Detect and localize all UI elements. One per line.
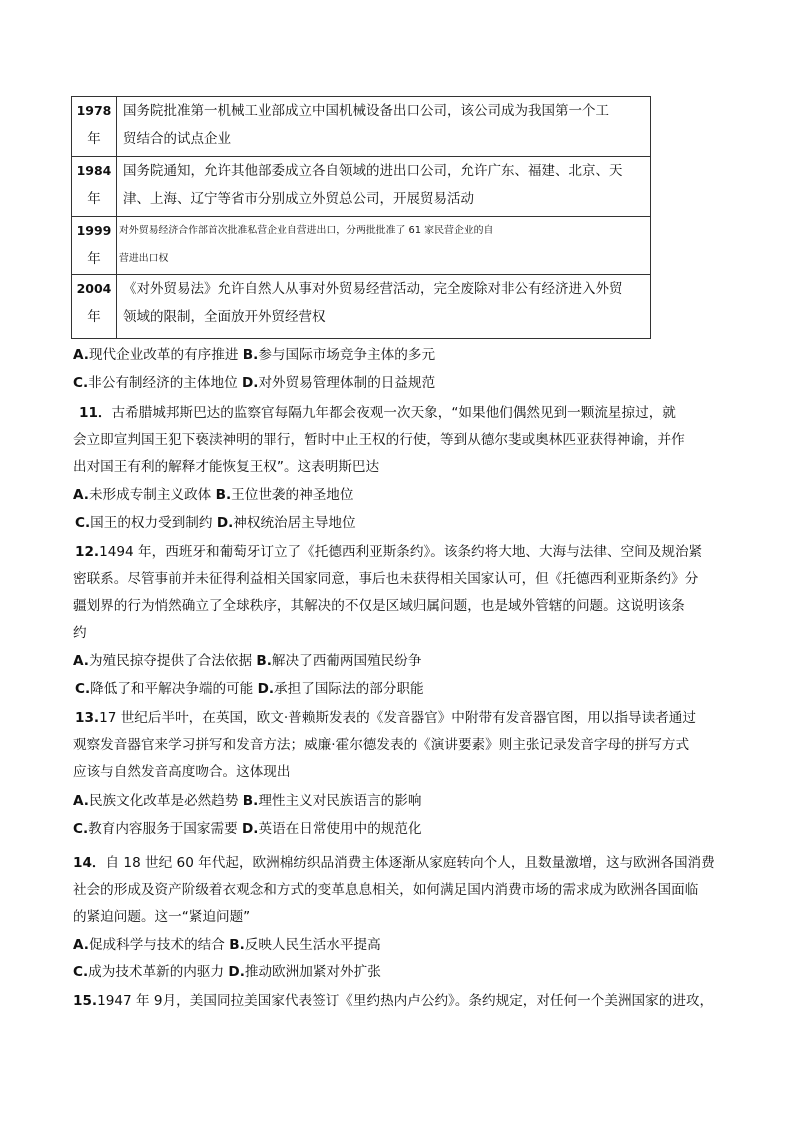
history-events-table [71,96,651,339]
question-14-line [73,907,250,927]
question-text: 社会的形成及资产阶级着衣观念和方式的变革息息相关，如何满足国内消费市场的需求成为欧洲各国面临 [73,882,699,898]
question-12-line [73,569,698,589]
question-13-line [75,708,696,728]
question-number: 13. [75,710,100,726]
year-cell [72,217,117,275]
question-12-line [75,542,702,562]
option-text: 英语在日常使用中的规范化 [258,821,422,837]
question-11-line [79,403,676,423]
option-letter: B. [229,937,245,953]
event-description [117,157,651,217]
description-line: 领域的限制，全面放开外贸经营权 [123,309,326,325]
question-number: 14． [73,855,106,871]
option-text: 现代企业改革的有序推进 [88,347,239,363]
answer-options-row [73,485,353,505]
option-letter: B. [256,653,272,669]
option-letter: C. [73,821,89,837]
option-text: 推动欧洲加紧对外扩张 [244,964,381,980]
question-11-line [73,457,379,477]
description-line: 国务院批准第一机械工业部成立中国机械设备出口公司，该公司成为我国第一个工 [123,103,609,119]
table-row [72,217,651,275]
option-letter: C. [73,375,89,391]
option-text: 非公有制经济的主体地位 [88,375,238,391]
option-text: 对外贸易管理体制的日益规范 [258,375,436,391]
answer-options-row [73,345,435,365]
option-text: 神权统治居主导地位 [233,515,356,531]
option-text: 国王的权力受到制约 [90,515,213,531]
question-text: 出对国王有利的解释才能恢复王权”。这表明斯巴达 [73,459,380,475]
option-text: 教育内容服务于国家需要 [88,821,238,837]
question-number: 11． [79,405,112,421]
option-text: 为殖民掠夺提供了合法依据 [88,653,253,669]
option-letter: A. [73,793,89,809]
year-number: 1984 [76,163,112,178]
question-12-line [73,623,87,643]
option-letter: D. [228,964,245,980]
question-text: 会立即宣判国王犯下亵渎神明的罪行，暂时中止王权的行使，等到从德尔斐或奥林匹亚获得神谕，并作 [73,432,685,448]
question-text: 观察发音器官来学习拼写和发音方法；威廉·霍尔德发表的《演讲要素》则主张记录发音字母的拼写方式 [73,737,690,753]
question-12-line [73,596,685,616]
table-row [72,97,651,157]
year-cell [72,97,117,157]
answer-options-row [73,935,381,955]
option-letter: C. [75,681,91,697]
event-description [117,97,651,157]
option-letter: D. [216,515,234,531]
year-cell [72,275,117,339]
answer-options-row [73,791,421,811]
option-text: 降低了和平解决争端的可能 [90,681,254,697]
option-text: 成为技术革新的内驱力 [88,964,225,980]
description-line: 《对外贸易法》允许自然人从事对外贸易经营活动，完全废除对非公有经济进入外贸 [123,281,623,297]
question-number: 12. [75,544,100,560]
question-number: 15. [73,993,98,1009]
year-number: 1999 [76,223,112,238]
option-text: 理性主义对民族语言的影响 [258,793,422,809]
year-suffix: 年 [87,251,101,267]
answer-options-row [73,962,381,982]
year-number: 2004 [76,281,112,296]
description-line: 津、上海、辽宁等省市分别成立外贸总公司，开展贸易活动 [123,191,474,207]
event-description [117,275,651,339]
answer-options-row [73,819,422,839]
answer-options-row [73,651,421,671]
option-letter: D. [242,375,259,391]
answer-options-row [75,513,356,533]
year-suffix: 年 [87,131,101,147]
question-13-line [73,735,689,755]
question-text: 约 [73,625,87,641]
question-14-line [73,853,715,873]
table-row [72,157,651,217]
option-letter: A. [73,347,89,363]
option-letter: C. [73,964,89,980]
option-letter: D. [257,681,275,697]
option-text: 参与国际市场竞争主体的多元 [258,347,436,363]
question-14-line [73,880,698,900]
description-line: 国务院通知，允许其他部委成立各自领域的进出口公司，允许广东、福建、北京、天 [123,163,623,179]
question-text: 1947 年 9月，美国同拉美国家代表签订《里约热内卢公约》。条约规定，对任何一个美洲国家的进攻， [97,993,714,1009]
description-line: 贸结合的试点企业 [123,131,231,147]
option-letter: B. [215,487,232,503]
option-letter: B. [242,347,259,363]
question-11-line [73,430,685,450]
option-text: 民族文化改革是必然趋势 [88,793,239,809]
question-text: 的紧迫问题。这一“紧迫问题” [73,909,251,925]
year-number: 1978 [76,103,112,118]
year-suffix: 年 [87,309,101,325]
option-letter: A. [73,653,89,669]
year-suffix: 年 [87,191,101,207]
option-letter: A. [73,937,89,953]
question-13-line [73,762,291,782]
option-letter: A. [73,487,89,503]
option-letter: C. [75,515,91,531]
description-line: 营进出口权 [119,253,169,264]
question-text: 17 世纪后半叶，在英国，欧文·普赖斯发表的《发音器官》中附带有发音器官图，用以指导读者通过 [99,710,696,726]
table-row [72,275,651,339]
description-line: 对外贸易经济合作部首次批准私营企业自营进出口，分两批批准了 61 家民营企业的自 [119,225,494,236]
question-15-line [73,991,713,1011]
question-text: 密联系。尽管事前并未征得利益相关国家同意，事后也未获得相关国家认可，但《托德西利亚斯条约》分 [73,571,699,587]
option-text: 王位世袭的神圣地位 [231,487,354,503]
option-letter: D. [242,821,259,837]
year-cell [72,157,117,217]
question-text: 古希腊城邦斯巴达的监察官每隔九年都会夜观一次天象，“如果他们偶然见到一颗流星掠过，就 [111,405,676,421]
option-text: 未形成专制主义政体 [88,487,212,503]
option-text: 促成科学与技术的结合 [88,937,225,953]
answer-options-row [75,679,424,699]
event-description [117,217,651,275]
option-letter: B. [242,793,259,809]
question-text: 自 18 世纪 60 年代起，欧洲棉纺织品消费主体逐渐从家庭转向个人，且数量激增，这与欧洲各国消费 [105,855,715,871]
option-text: 承担了国际法的部分职能 [274,681,424,697]
answer-options-row [73,373,435,393]
question-text: 疆划界的行为悄然确立了全球秩序，其解决的不仅是区域归属问题，也是域外管辖的问题。这说明该条 [73,598,685,614]
question-text: 1494 年，西班牙和葡萄牙订立了《托德西利亚斯条约》。该条约将大地、大海与法律、空间及规治紧 [99,544,703,560]
option-text: 解决了西葡两国殖民纷争 [271,653,422,669]
question-text: 应该与自然发音高度吻合。这体现出 [73,764,291,780]
option-text: 反映人民生活水平提高 [244,937,381,953]
